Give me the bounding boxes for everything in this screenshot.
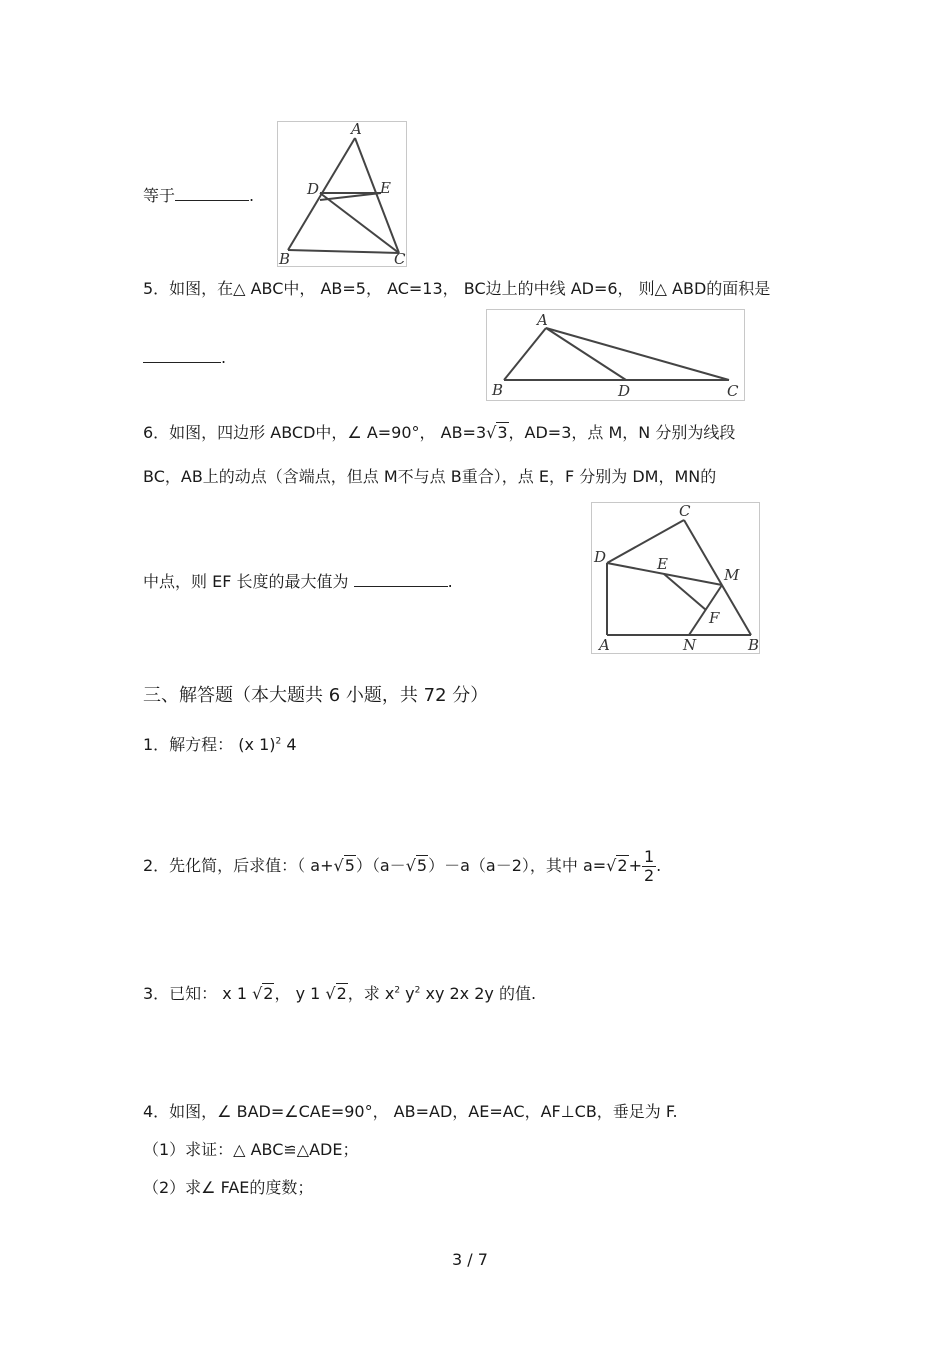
fraction <box>642 848 656 885</box>
p2-c: ）－a（a－2），其中 a= <box>428 856 607 875</box>
fig3-label-d: D <box>594 548 607 566</box>
p2-a: 2．先化简，后求值：（ a+ <box>143 856 334 875</box>
problem3 <box>143 981 536 1004</box>
sqrt-symbol: √5 <box>333 856 355 875</box>
figure-quadrilateral-abcd <box>591 502 760 654</box>
p4-line1: 4．如图，∠ BAD=∠CAE=90°， AB=AD，AE=AC，AF⊥CB，垂足为 F. <box>143 1102 678 1121</box>
answer-blank[interactable] <box>143 348 221 363</box>
p3-a: 3．已知： x 1 <box>143 984 253 1003</box>
page-number: 3 / 7 <box>452 1250 488 1269</box>
q5-line2 <box>143 348 226 367</box>
q6-line2: BC，AB上的动点（含端点，但点 M不与点 B重合），点 E，F 分别为 DM，MN的 <box>143 467 717 486</box>
fig1-label-e: E <box>380 179 391 197</box>
fig3-label-n: N <box>683 636 697 653</box>
fig2-label-d: D <box>618 382 631 400</box>
p4-sub1: （1）求证：△ ABC≌△ADE； <box>143 1140 359 1159</box>
q4-tail-text: 等于 <box>143 186 176 205</box>
p1-text-b: 4 <box>281 735 297 754</box>
p3-r2: 2 <box>336 984 347 1003</box>
fig1-label-c: C <box>394 250 406 266</box>
fig3-label-e: E <box>657 555 668 573</box>
p4-sub2: （2）求∠ FAE的度数； <box>143 1178 314 1197</box>
fig2-label-a: A <box>537 311 548 329</box>
answer-blank[interactable] <box>175 186 249 201</box>
fig2-label-c: C <box>727 382 739 400</box>
q4-tail-end: . <box>249 186 255 205</box>
fig1-label-d: D <box>307 180 320 198</box>
problem2 <box>143 848 661 885</box>
sqrt-symbol: √2 <box>252 984 274 1003</box>
fig3-label-b: B <box>748 636 759 653</box>
p2-r2: 5 <box>416 856 428 875</box>
answer-blank[interactable] <box>354 572 448 587</box>
q6-line3-text: 中点，则 EF 长度的最大值为 <box>143 572 349 591</box>
p2-b: ）（a－ <box>355 856 406 875</box>
p2-d: + <box>628 856 642 875</box>
p2-e: . <box>656 856 662 875</box>
fig1-label-a: A <box>351 122 362 138</box>
p3-d: y <box>400 984 415 1003</box>
p3-b: ， y 1 <box>274 984 326 1003</box>
fig3-label-f: F <box>709 609 720 627</box>
fig2-label-b: B <box>492 381 504 399</box>
q6-line3 <box>143 569 453 592</box>
sqrt-symbol: √5 <box>405 856 428 875</box>
p3-e: xy 2x 2y 的值. <box>420 984 537 1003</box>
fig3-label-m: M <box>724 566 740 584</box>
p3-r1: 2 <box>263 984 274 1003</box>
q6-line1 <box>143 420 735 443</box>
fig3-label-c: C <box>679 503 691 520</box>
q5-line1: 5．如图，在△ ABC中， AB=5， AC=13， BC边上的中线 AD=6， 则△ ABD的面积是 <box>143 279 771 298</box>
p2-r1: 5 <box>344 856 355 875</box>
q5-end: . <box>221 348 227 367</box>
q4-tail <box>143 183 254 206</box>
section3-title: 三、解答题（本大题共 6 小题，共 72 分） <box>143 685 489 706</box>
fig1-label-b: B <box>279 250 291 266</box>
q6-radicand: 3 <box>497 423 508 442</box>
p1-sup: 2 <box>275 736 282 747</box>
figure-triangle-abc-median <box>486 309 745 401</box>
p2-r3: 2 <box>617 856 628 875</box>
sqrt-symbol: √3 <box>486 423 508 442</box>
p3-s2: 2 <box>414 985 421 996</box>
sqrt-symbol: √2 <box>606 856 628 875</box>
q6-line1a: 6．如图，四边形 ABCD中，∠ A=90°， AB=3 <box>143 423 487 442</box>
q6-line1c: ，AD=3，点 M，N 分别为线段 <box>508 423 736 442</box>
q6-end: . <box>447 572 453 591</box>
figure-triangle-ade-bc <box>277 121 407 267</box>
p2-den: 2 <box>643 866 655 885</box>
problem1 <box>143 732 297 755</box>
p3-c: ，求 x <box>347 984 395 1003</box>
p3-s1: 2 <box>394 985 401 996</box>
fig3-label-a: A <box>599 636 610 653</box>
sqrt-symbol: √2 <box>325 984 347 1003</box>
p2-num: 1 <box>643 847 655 866</box>
p1-text-a: 1．解方程： (x 1) <box>143 735 276 754</box>
